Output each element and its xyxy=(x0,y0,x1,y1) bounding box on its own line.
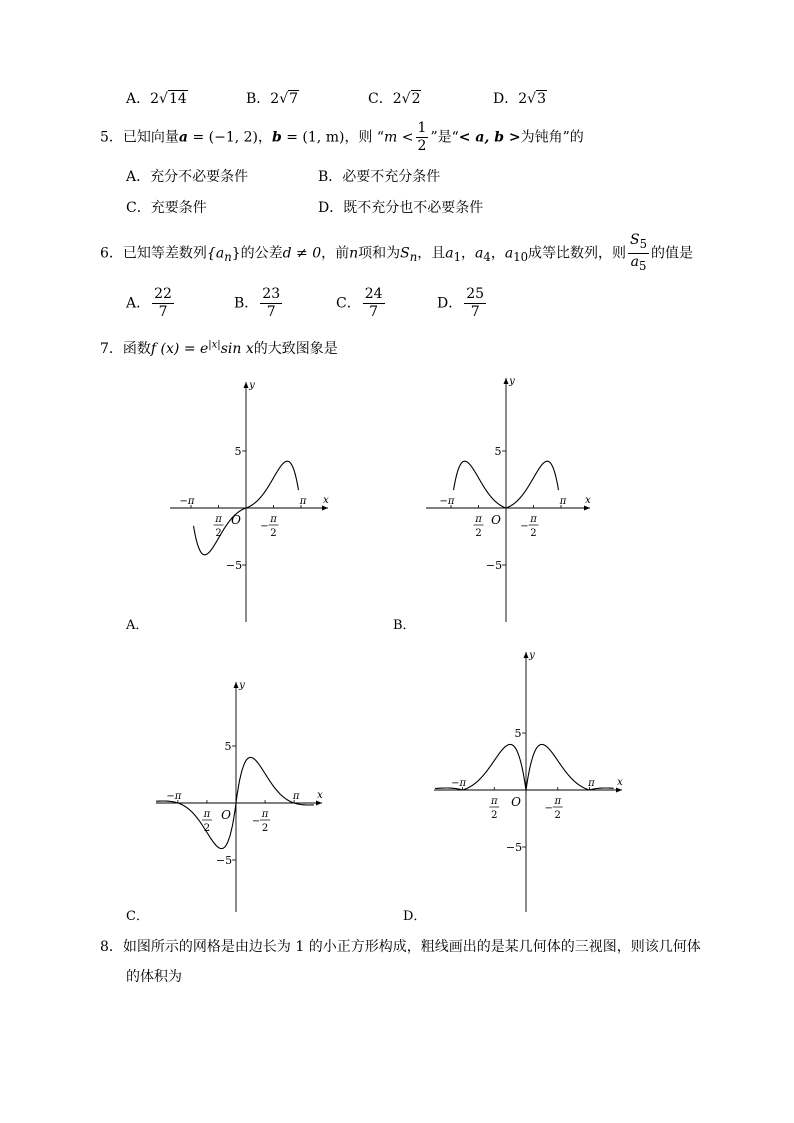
graph-a-label-pi: π xyxy=(299,496,307,507)
graph-c-label-negpi: −π xyxy=(166,791,182,802)
graph-c-label-half-pi-sign: − xyxy=(251,816,261,827)
graph-d-label-half-pi-den: 2 xyxy=(554,810,561,821)
q6-option-a: A． $\frac{22}{7}$ xyxy=(126,286,172,320)
graph-d-label-half-pi-num: π xyxy=(554,796,562,807)
q5-option-c: C．充要条件 xyxy=(126,200,207,216)
graph-a-y-letter: y xyxy=(249,380,255,391)
graph-b-label-half-pi-den: 2 xyxy=(530,528,537,539)
q6-option-d: D． $\frac{25}{7}$ xyxy=(437,286,485,320)
q6-option-b: B． $\frac{23}{7}$ xyxy=(234,286,281,320)
graph-c-origin: O xyxy=(221,808,231,822)
graph-d-y-arrow xyxy=(524,652,529,658)
graph-a-x-arrow xyxy=(322,506,328,511)
graph-c-x-letter: x xyxy=(317,790,323,801)
q4-option-d: D．2√3 xyxy=(493,91,546,107)
q5-half-fraction: $\frac{1}{2}$ xyxy=(417,120,427,154)
graph-b-label-neg-half-pi-num: π xyxy=(475,514,482,525)
graph-d-label-neg-half-pi-num: π xyxy=(490,796,498,807)
q6-ratio-fraction: $\frac{S_5}{a_5}$ xyxy=(630,232,648,273)
graph-c-y-arrow xyxy=(234,682,239,688)
graph-b-x-arrow xyxy=(584,506,590,511)
graph-c-label: C． xyxy=(126,909,149,924)
graph-c-label-neg-half-pi-den: 2 xyxy=(203,823,211,834)
graph-a-x-letter: x xyxy=(323,495,329,506)
graph-b-label-half-pi-sign: − xyxy=(520,521,529,532)
graph-a-label: A． xyxy=(126,618,149,633)
graph-c-x-arrow xyxy=(316,801,322,806)
q5-option-d: D．既不充分也不必要条件 xyxy=(318,200,484,216)
graph-d-label-pi: π xyxy=(588,778,595,789)
graph-b-label-half-pi-num: π xyxy=(530,514,537,525)
graph-b-origin: O xyxy=(491,513,501,527)
graph-c-label-half-pi-den: 2 xyxy=(261,823,269,834)
graph-c-label-5: 5 xyxy=(224,740,232,753)
graph-d-label-5: 5 xyxy=(514,727,522,740)
graph-b-label-neg-half-pi-den: 2 xyxy=(475,528,482,539)
graph-d-x-arrow xyxy=(616,788,622,793)
graph-b-label-pi: π xyxy=(559,496,567,507)
q8-stem: 8．如图所示的网格是由边长为 1 的小正方形构成，粗线画出的是某几何体的三视图，则该几何体 xyxy=(100,939,701,955)
graph-a-label-half-pi-sign: − xyxy=(260,521,269,532)
q5-option-b: B．必要不充分条件 xyxy=(318,169,441,185)
graph-d-label-half-pi-sign: − xyxy=(544,803,553,814)
graph-b-x-letter: x xyxy=(585,495,591,506)
graph-a-label-half-pi-den: 2 xyxy=(270,528,277,539)
graph-a-label-neg-half-pi-den: 2 xyxy=(215,528,222,539)
graph-b-label: B． xyxy=(393,618,416,633)
graph-d-x-letter: x xyxy=(617,777,623,788)
graph-c-label-neg5: −5 xyxy=(215,854,233,867)
q4-option-a: A．2√14 xyxy=(126,91,187,107)
graph-a-origin: O xyxy=(231,513,241,527)
graph-a-label-5: 5 xyxy=(234,445,242,458)
graph-c-y-letter: y xyxy=(239,680,245,691)
q5-stem: 5．已知向量a = (−1, 2)，b = (1, m)，则 “m < $\frac{1}{2}$ ”是“< a, b >为钝角”的 xyxy=(100,120,584,154)
graph-a-label-neg5: −5 xyxy=(225,559,243,572)
q7-stem: 7．函数f $(x) = e^{|x|}\sin$ x的大致图象是 xyxy=(100,339,338,357)
graph-d-label-neg-half-pi-den: 2 xyxy=(491,810,498,821)
graph-d-y-letter: y xyxy=(529,650,535,661)
graph-a-label-half-pi-num: π xyxy=(270,514,277,525)
graph-d-label: D． xyxy=(403,909,427,924)
q5-option-a: A．充分不必要条件 xyxy=(126,169,249,185)
q8-stem-line2: 的体积为 xyxy=(126,969,182,985)
q4-option-b: B．2√7 xyxy=(246,91,299,107)
graph-c-label-half-pi-num: π xyxy=(261,809,269,820)
graph-c-label-pi: π xyxy=(292,791,300,802)
graph-d-origin: O xyxy=(511,795,521,809)
graph-a-y-arrow xyxy=(244,382,249,388)
graph-c-label-neg-half-pi-num: π xyxy=(203,809,211,820)
q4-option-c: C．2√2 xyxy=(368,91,421,107)
graph-b-label-negpi: −π xyxy=(439,496,455,507)
graph-a-label-negpi: −π xyxy=(179,496,195,507)
graph-b-label-5: 5 xyxy=(494,445,502,458)
graph-b-label-neg5: −5 xyxy=(485,559,503,572)
graph-b-y-letter: y xyxy=(509,376,515,387)
q6-option-c: C． $\frac{24}{7}$ xyxy=(336,286,383,320)
q6-stem: 6．已知等差数列$\{a_n\}$的公差d ≠ 0，前n项和为$S_n$，且$a_1$，$a_4$，$a_{10}$成等比数列，则 $\frac{S_5}{a_5}$ 的值是 xyxy=(100,232,694,273)
graph-b-y-arrow xyxy=(504,378,509,384)
graph-d-label-negpi: −π xyxy=(451,778,467,789)
graph-a-label-neg-half-pi-num: π xyxy=(215,514,222,525)
graph-d-label-neg5: −5 xyxy=(505,841,523,854)
